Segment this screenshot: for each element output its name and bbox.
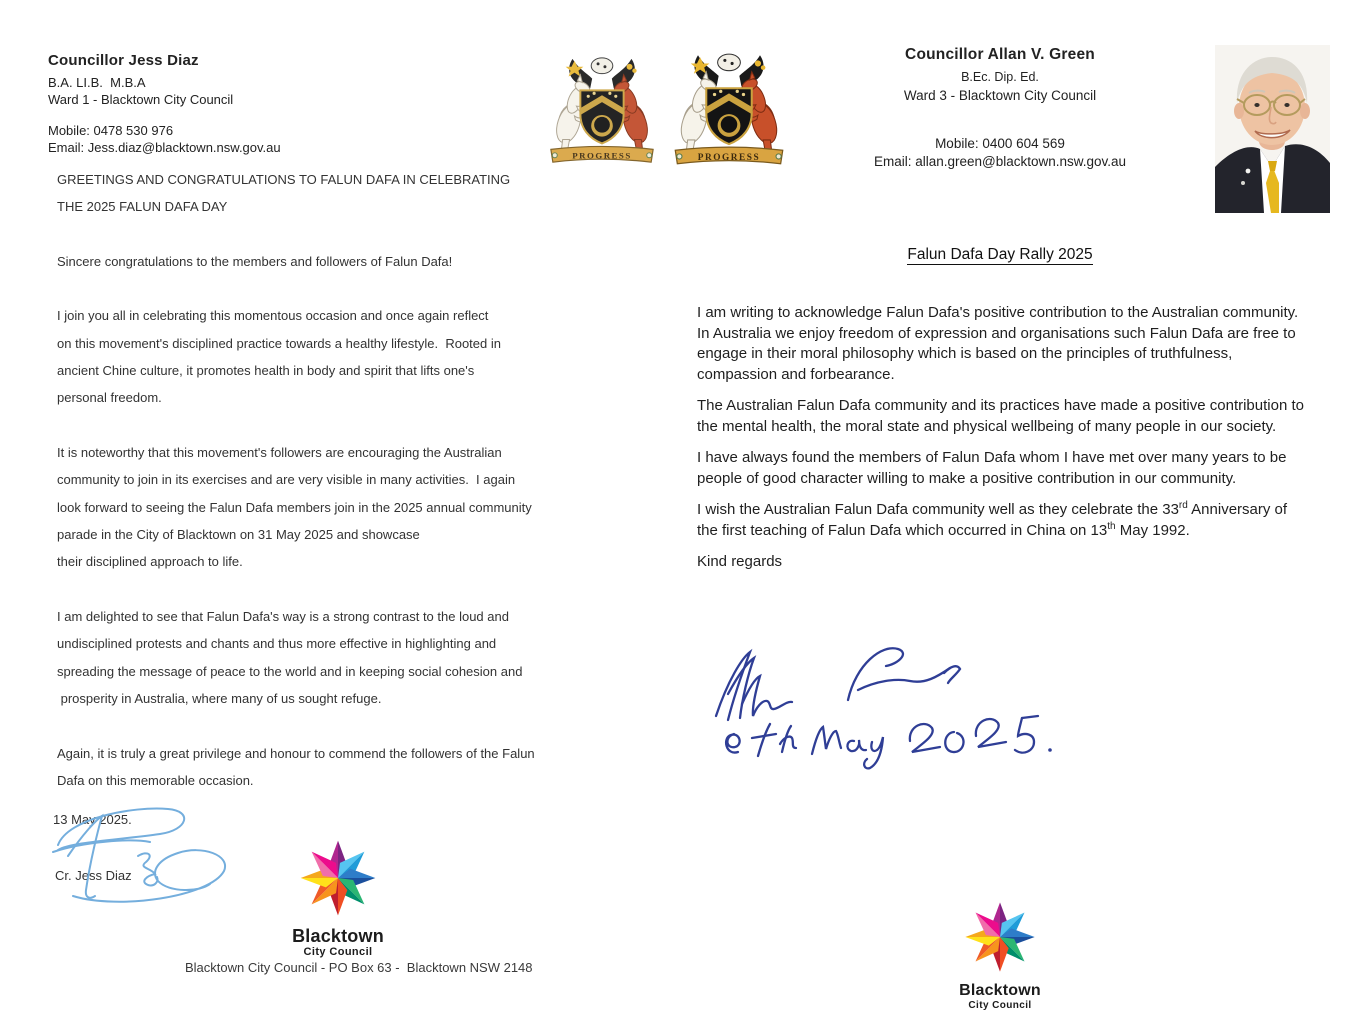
logo-wordmark: Blacktown [959, 982, 1041, 999]
crest-motto-text: PROGRESS [697, 153, 761, 164]
paragraph-2: The Australian Falun Dafa community and its practices have made a positive contribution to the mental health, the moral state and physical wellbeing of many people in our society. [697, 397, 1304, 436]
councillor-credentials: B.A. LI.B. M.B.A [48, 75, 146, 90]
jess-diaz-signature [38, 800, 288, 912]
mobile-number: Mobile: 0400 604 569 [935, 136, 1065, 151]
letter-title: Falun Dafa Day Rally 2025 [907, 246, 1093, 263]
councillor-credentials: B.Ec. Dip. Ed. [961, 70, 1039, 84]
blacktown-coat-of-arms-left [543, 53, 661, 171]
right-letterhead [840, 46, 1160, 171]
councillor-ward: Ward 3 - Blacktown City Council [903, 88, 1097, 103]
paragraph-3: I have always found the members of Falun Dafa whom I have met over many years to be people of good character willing to make a positive contribution in our community. [697, 449, 1287, 487]
blacktown-coat-of-arms-right [666, 49, 792, 173]
footer-address: Blacktown City Council - PO Box 63 - Blacktown NSW 2148 [185, 960, 533, 975]
blacktown-star-icon [296, 836, 380, 920]
paragraph-4: I wish the Australian Falun Dafa community well as they celebrate the 33rd Anniversary of the first teaching of Falun Dafa which occurred in China on 13th May 1992. [697, 500, 1288, 539]
left-letterhead [48, 52, 281, 156]
councillor-name: Councillor Jess Diaz [48, 52, 199, 69]
salutation: Sincere congratulations to the members and followers of Falun Dafa! [57, 253, 453, 269]
paragraph-1: I am writing to acknowledge Falun Dafa's positive contribution to the Australian community. In Australia we enjoy freedom of expression and organisations such Falun Dafa are free to engage in their moral philosophy which is based on the principles of truthfulness, compassion and forbearance. [697, 304, 1299, 384]
paragraph-2: It is noteworthy that this movement's followers are encouraging the Australian community to join in its exercises and are very visible in many activities. I again look forward to seeing the Falun Dafa members join in the 2025 annual community parade in the City of Blacktown on 31 May 2025 and showcase their disciplined approach to life. [57, 444, 532, 570]
logo-wordmark: Blacktown [292, 926, 384, 946]
blacktown-logo [278, 836, 398, 958]
paragraph-4: Again, it is truly a great privilege and honour to commend the followers of the Falun Dafa on this memorable occasion. [57, 745, 535, 788]
email-address: Email: allan.green@blacktown.nsw.gov.au [873, 154, 1127, 169]
councillor-ward: Ward 1 - Blacktown City Council [48, 92, 234, 107]
closing-line: Kind regards [697, 553, 783, 571]
signoff-name: Cr. Jess Diaz [55, 868, 132, 883]
mobile-number: Mobile: 0478 530 976 [48, 123, 174, 138]
blacktown-logo [938, 898, 1062, 1011]
crest-motto-text: PROGRESS [572, 150, 632, 161]
logo-sub-wordmark: City Council [303, 946, 373, 958]
email-address: Email: Jess.diaz@blacktown.nsw.gov.au [48, 140, 281, 155]
councillor-name: Councillor Allan V. Green [905, 46, 1095, 63]
paragraph-3: I am delighted to see that Falun Dafa's way is a strong contrast to the loud and undisciplined protests and chants and thus more effective in highlighting and spreading the message of peace to the world and in keeping social cohesion and prosperity in Australia, where many of us sought refuge. [57, 608, 523, 707]
left-letter-body [57, 166, 535, 821]
right-letter-body [697, 303, 1305, 583]
letter-date: 13 May 2025. [53, 812, 132, 827]
councillor-portrait-photo [1215, 45, 1330, 213]
blacktown-star-icon [961, 898, 1039, 976]
logo-sub-wordmark: City Council [968, 1000, 1032, 1011]
letter-heading: GREETINGS AND CONGRATULATIONS TO FALUN DAFA IN CELEBRATING THE 2025 FALUN DAFA DAY [57, 172, 511, 215]
paragraph-1: I join you all in celebrating this momentous occasion and once again reflect on this movement's disciplined practice towards a healthy lifestyle. Rooted in ancient Chine culture, it promotes health in body and spirit that lifts one's personal freedom. [57, 308, 501, 406]
allan-green-signature [698, 638, 1063, 776]
